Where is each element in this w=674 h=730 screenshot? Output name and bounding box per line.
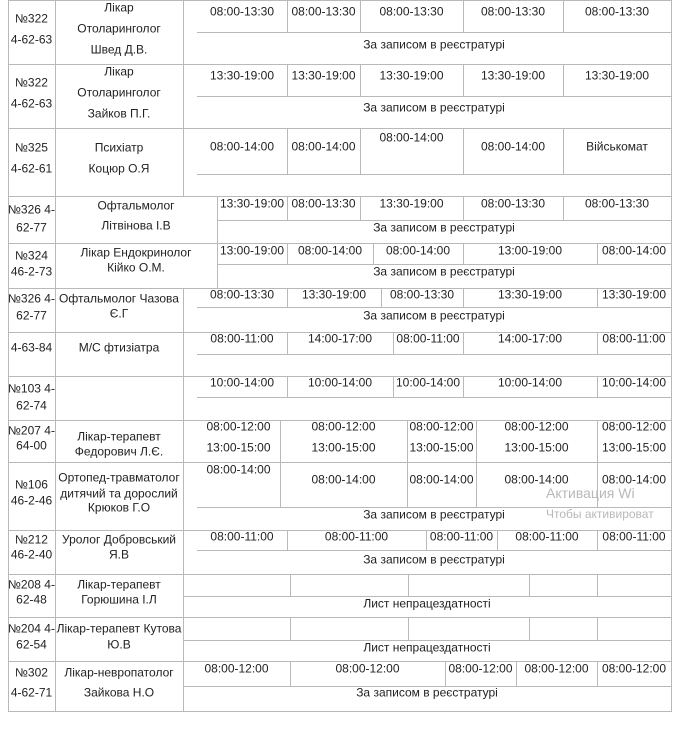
room-number: №207 4- [8, 423, 55, 438]
work-hours: 08:00-11:00 [396, 331, 460, 346]
room-number: №326 4- [8, 291, 55, 306]
grid-line [183, 617, 184, 661]
grid-line [445, 661, 446, 686]
doctor-name: Психіатр [94, 140, 144, 155]
activation-watermark-title: Активация Wi [546, 485, 635, 501]
work-hours: 08:00-14:00 [480, 139, 546, 154]
work-hours: 08:00-13:30 [584, 196, 650, 211]
appointment-note: За записом в реєстратурі [363, 308, 505, 323]
work-hours: 08:00-14:00 [291, 139, 356, 154]
work-hours: 08:00-13:30 [291, 196, 356, 211]
grid-line [55, 0, 56, 64]
grid-line [563, 196, 564, 220]
work-hours: 08:00-12:00 [311, 419, 376, 434]
grid-line [280, 420, 281, 462]
doctor-name: Офтальмолог [97, 198, 175, 213]
work-hours: 10:00-14:00 [395, 375, 461, 390]
grid-line [671, 196, 672, 244]
work-hours: 10:00-14:00 [307, 375, 373, 390]
work-hours: 08:00-12:00 [504, 419, 569, 434]
work-hours: 13:00-19:00 [497, 243, 563, 258]
room-number: №103 4- [8, 381, 55, 396]
grid-line [8, 128, 9, 196]
grid-line [55, 420, 56, 462]
work-hours: 13:30-19:00 [219, 196, 285, 211]
work-hours: 08:00-11:00 [324, 529, 389, 544]
grid-line [463, 64, 464, 96]
doctor-name: Лікар Ендокринолог [80, 245, 192, 260]
grid-line [407, 462, 408, 507]
room-number: №322 [15, 75, 48, 90]
grid-line [360, 196, 361, 220]
grid-line [290, 617, 291, 640]
grid-line [8, 530, 9, 574]
work-hours: 10:00-14:00 [497, 375, 563, 390]
grid-line [217, 243, 218, 288]
grid-line [393, 332, 394, 354]
room-number: 46-2-46 [10, 493, 53, 508]
room-number: №106 [15, 477, 48, 492]
work-hours: 13:00-15:00 [311, 440, 376, 455]
appointment-note: За записом в реєстратурі [363, 507, 505, 522]
work-hours: 08:00-12:00 [409, 419, 474, 434]
work-hours: 08:00-13:30 [379, 4, 444, 19]
doctor-name: Швед Д.В. [90, 42, 148, 57]
grid-line [8, 243, 9, 288]
room-number: 62-77 [16, 220, 47, 235]
doctor-name: Літвінова І.В [101, 218, 171, 233]
work-hours: 08:00-12:00 [206, 419, 271, 434]
work-hours: 08:00-13:30 [209, 287, 275, 302]
grid-line [287, 530, 288, 550]
room-number: №302 [15, 665, 48, 680]
room-number: №325 [15, 140, 48, 155]
room-number: 46-2-73 [10, 264, 53, 279]
grid-line [463, 243, 464, 264]
grid-line [290, 574, 291, 596]
doctor-name: Зайков П.Г. [87, 106, 151, 121]
appointment-note: Лист непрацездатності [363, 596, 491, 611]
grid-line [55, 462, 56, 530]
grid-line [183, 420, 184, 462]
grid-line [183, 530, 184, 574]
doctor-name: Горюшина І.Л [81, 592, 157, 607]
grid-line [183, 0, 184, 64]
grid-line [597, 420, 598, 462]
grid-line [183, 462, 184, 530]
doctor-name: Лікар [104, 64, 134, 79]
grid-line [287, 243, 288, 264]
grid-line [476, 462, 477, 507]
grid-line [8, 64, 9, 128]
room-number: 46-2-40 [10, 547, 53, 562]
doctor-name: Лікар-терапевт Кутова [56, 621, 182, 636]
room-number: №324 [15, 248, 48, 263]
doctor-name: Коцюр О.Я [88, 161, 150, 176]
work-hours: 08:00-11:00 [602, 331, 666, 346]
work-hours: 08:00-12:00 [448, 661, 513, 676]
work-hours: 08:00-14:00 [504, 472, 569, 487]
work-hours: 10:00-14:00 [209, 375, 275, 390]
room-number: 64-00 [16, 438, 47, 453]
grid-line [360, 64, 361, 96]
grid-line [55, 64, 56, 128]
grid-line [55, 376, 56, 420]
work-hours: 08:00-14:00 [601, 243, 667, 258]
work-hours: 13:00-15:00 [601, 440, 667, 455]
grid-line [671, 530, 672, 575]
work-hours: 08:00-14:00 [409, 472, 474, 487]
grid-line [8, 617, 671, 618]
grid-line [671, 420, 672, 463]
work-hours: 13:00-15:00 [206, 440, 271, 455]
work-hours: 08:00-13:30 [480, 196, 546, 211]
grid-line [407, 420, 408, 462]
work-hours: 13:00-15:00 [504, 440, 569, 455]
grid-line [671, 574, 672, 618]
doctor-name: Ортопед-травматолог [58, 470, 180, 485]
grid-line [373, 243, 374, 264]
room-number: 62-54 [16, 637, 47, 652]
work-hours: 08:00-12:00 [601, 419, 667, 434]
work-hours: 13:30-19:00 [301, 287, 367, 302]
work-hours: 13:30-19:00 [379, 68, 444, 83]
grid-line [463, 376, 464, 397]
grid-line [183, 64, 184, 128]
work-hours: 10:00-14:00 [601, 375, 667, 390]
grid-line [497, 530, 498, 550]
grid-line [8, 574, 671, 575]
doctor-name: Лікар [104, 0, 134, 15]
room-number: №322 [15, 11, 48, 26]
grid-line [529, 617, 530, 640]
doctor-name: Отоларинголог [77, 21, 161, 36]
work-hours: 13:30-19:00 [291, 68, 356, 83]
grid-line [408, 574, 409, 596]
grid-line [55, 332, 56, 376]
grid-line [55, 288, 56, 332]
appointment-note: За записом в реєстратурі [356, 685, 498, 700]
work-hours: 08:00-14:00 [209, 139, 275, 154]
grid-line [55, 128, 56, 196]
grid-line [197, 96, 671, 97]
grid-line [8, 332, 9, 376]
grid-line [55, 196, 56, 243]
grid-line [597, 288, 598, 307]
grid-line [280, 462, 281, 507]
grid-line [287, 376, 288, 397]
work-hours: 14:00-17:00 [307, 331, 373, 346]
grid-line [287, 0, 288, 32]
grid-line [597, 376, 598, 397]
grid-line [671, 64, 672, 129]
grid-line [197, 32, 671, 33]
room-number: 62-48 [16, 592, 47, 607]
work-hours: 08:00-14:00 [379, 130, 444, 145]
grid-line [671, 288, 672, 333]
work-hours: 13:30-19:00 [379, 196, 444, 211]
work-hours: 13:30-19:00 [497, 287, 563, 302]
doctor-name: Крюков Г.О [87, 500, 151, 515]
grid-line [287, 196, 288, 220]
appointment-note: Лист непрацездатності [363, 640, 491, 655]
doctor-name: Ю.В [107, 637, 131, 652]
grid-line [55, 574, 56, 617]
work-hours: 08:00-14:00 [385, 243, 451, 258]
work-hours: 08:00-13:30 [389, 287, 455, 302]
work-hours: 13:00-15:00 [409, 440, 474, 455]
grid-line [393, 376, 394, 397]
grid-line [55, 530, 56, 574]
room-number: 4-62-63 [10, 96, 53, 111]
work-hours: 08:00-13:30 [291, 4, 356, 19]
grid-line [671, 0, 672, 65]
work-hours: 08:00-12:00 [335, 661, 400, 676]
work-hours: 08:00-14:00 [311, 472, 376, 487]
grid-line [563, 128, 564, 174]
doctor-name: дитячий та дорослий [60, 486, 178, 501]
grid-line [197, 174, 671, 175]
doctor-name: Офтальмолог Чазова [59, 291, 179, 306]
work-hours: 08:00-14:00 [601, 472, 667, 487]
work-hours: 08:00-11:00 [210, 331, 274, 346]
room-number: 62-74 [16, 398, 47, 413]
grid-line [463, 128, 464, 174]
grid-line [55, 661, 56, 711]
appointment-note: За записом в реєстратурі [373, 264, 515, 279]
grid-line [197, 354, 671, 355]
grid-line [476, 420, 477, 462]
work-hours: 13:30-19:00 [584, 68, 650, 83]
activation-watermark-subtitle: Чтобы активироват [546, 507, 654, 521]
work-hours: 08:00-11:00 [515, 529, 579, 544]
room-number: №326 4- [8, 202, 55, 217]
grid-line [597, 617, 598, 640]
grid-line [381, 288, 382, 307]
grid-line [463, 332, 464, 354]
doctor-name: Зайкова Н.О [83, 685, 155, 700]
grid-line [597, 530, 598, 550]
appointment-note: За записом в реєстратурі [373, 220, 515, 235]
grid-line [408, 617, 409, 640]
appointment-note: За записом в реєстратурі [363, 552, 505, 567]
doctor-name: Є.Г [109, 306, 129, 321]
grid-line [8, 661, 9, 711]
grid-line [597, 574, 598, 596]
work-hours: 08:00-13:30 [480, 4, 546, 19]
grid-line [360, 128, 361, 174]
room-number: 4-63-84 [10, 340, 53, 355]
doctor-name: Уролог Добровський [62, 532, 176, 547]
grid-line [287, 288, 288, 307]
appointment-note: За записом в реєстратурі [363, 37, 505, 52]
work-hours: 08:00-11:00 [210, 529, 274, 544]
grid-line [563, 64, 564, 96]
work-hours: 08:00-11:00 [429, 529, 494, 544]
grid-line [671, 332, 672, 377]
work-hours: Військомат [586, 139, 648, 154]
grid-line [563, 0, 564, 32]
doctor-name: Лікар-терапевт [77, 429, 161, 444]
doctor-name: Федорович Л.Є. [74, 444, 164, 459]
grid-line [55, 243, 56, 288]
grid-line [671, 376, 672, 421]
work-hours: 13:30-19:00 [480, 68, 546, 83]
room-number: №208 4- [8, 577, 55, 592]
room-number: №212 [15, 532, 48, 547]
work-hours: 13:30-19:00 [209, 68, 275, 83]
doctor-name: Кійко О.М. [107, 260, 165, 275]
work-hours: 08:00-13:30 [584, 4, 650, 19]
grid-line [8, 128, 671, 129]
doctor-name: Лікар-невропатолог [64, 665, 174, 680]
room-number: №204 4- [8, 621, 55, 636]
work-hours: 08:00-13:30 [209, 4, 275, 19]
grid-line [287, 64, 288, 96]
grid-line [290, 661, 291, 686]
work-hours: 08:00-11:00 [602, 529, 666, 544]
grid-line [183, 376, 184, 420]
work-hours: 08:00-12:00 [524, 661, 589, 676]
room-number: 4-62-71 [10, 685, 53, 700]
grid-line [597, 661, 598, 686]
doctor-name: Лікар-терапевт [77, 577, 161, 592]
grid-line [197, 550, 671, 551]
work-hours: 08:00-14:00 [206, 462, 271, 477]
work-hours: 14:00-17:00 [497, 331, 563, 346]
grid-line [671, 128, 672, 197]
grid-line [671, 462, 672, 531]
work-hours: 08:00-12:00 [601, 661, 667, 676]
grid-line [597, 332, 598, 354]
grid-line [197, 397, 671, 398]
work-hours: 08:00-12:00 [204, 661, 269, 676]
doctor-name: М/С фтизіатра [78, 340, 160, 355]
grid-line [463, 196, 464, 220]
grid-line [671, 617, 672, 662]
grid-line [516, 661, 517, 686]
grid-line [426, 530, 427, 550]
doctor-name: Отоларинголог [77, 85, 161, 100]
doctor-name: Я.В [108, 547, 130, 562]
work-hours: 13:30-19:00 [601, 287, 667, 302]
work-hours: 08:00-14:00 [297, 243, 363, 258]
grid-line [287, 128, 288, 174]
grid-line [8, 462, 671, 463]
grid-line [183, 332, 184, 376]
grid-line [671, 243, 672, 289]
grid-line [8, 462, 9, 530]
grid-line [183, 288, 184, 332]
grid-line [183, 128, 184, 196]
grid-line [8, 0, 9, 64]
appointment-note: За записом в реєстратурі [363, 100, 505, 115]
grid-line [287, 332, 288, 354]
grid-line [360, 0, 361, 32]
grid-line [8, 711, 671, 712]
grid-line [529, 574, 530, 596]
grid-line [597, 243, 598, 264]
room-number: 4-62-63 [10, 32, 53, 47]
grid-line [671, 661, 672, 712]
grid-line [463, 288, 464, 307]
room-number: 4-62-61 [10, 161, 53, 176]
grid-line [463, 0, 464, 32]
work-hours: 13:00-19:00 [219, 243, 285, 258]
room-number: 62-77 [16, 308, 47, 323]
